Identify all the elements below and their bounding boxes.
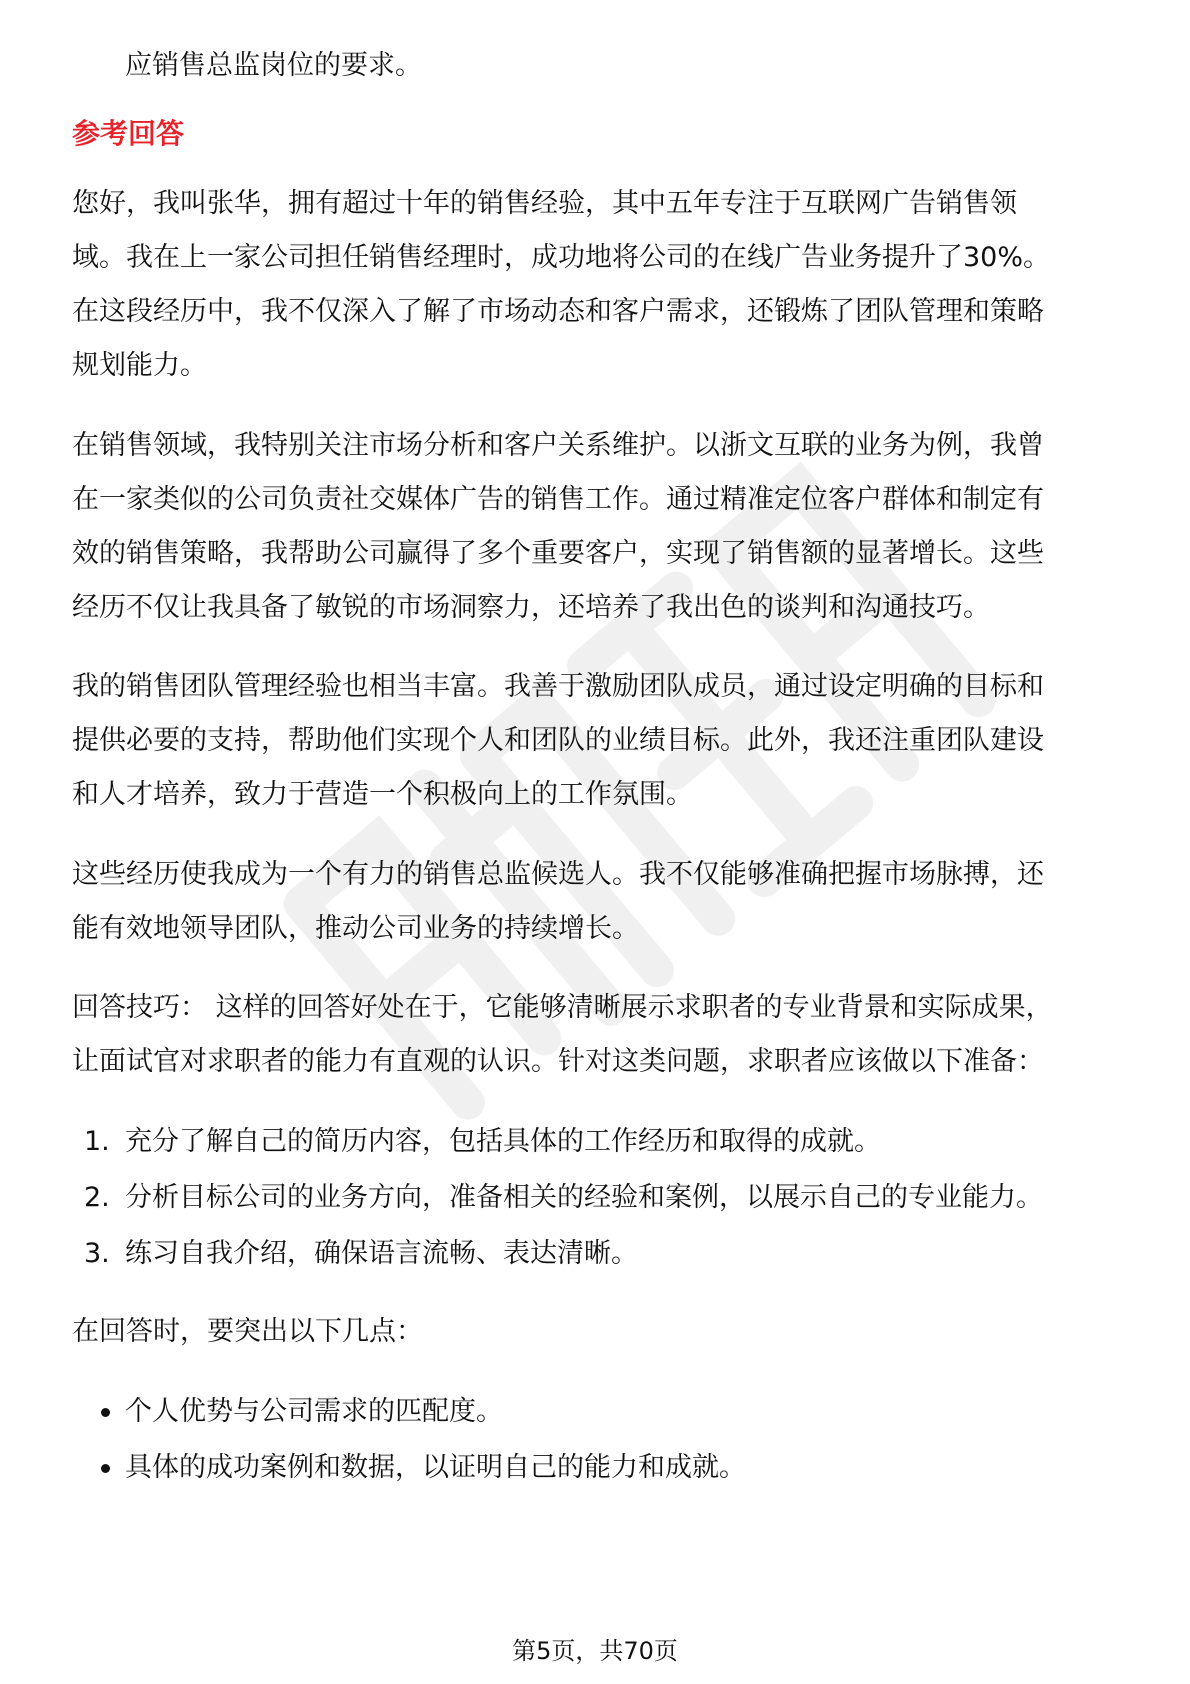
bullet-dot-icon: [101, 1408, 110, 1417]
list-item-text: 分析目标公司的业务方向，准备相关的经验和案例，以展示自己的专业能力。: [125, 1182, 1043, 1213]
highlight-intro-text: 在回答时，要突出以下几点：: [72, 1316, 423, 1347]
paragraph-line: 效的销售策略，我帮助公司赢得了多个重要客户，实现了销售额的显著增长。这些: [72, 538, 1044, 569]
paragraph-line: 在一家类似的公司负责社交媒体广告的销售工作。通过精准定位客户群体和制定有: [72, 484, 1044, 515]
paragraph-line: 这些经历使我成为一个有力的销售总监候选人。我不仅能够准确把握市场脉搏，还: [72, 859, 1044, 890]
bullet-dot-icon: [101, 1464, 110, 1473]
paragraph-line: 您好，我叫张华，拥有超过十年的销售经验，其中五年专注于互联网广告销售领: [72, 188, 1017, 219]
paragraph-line: 我的销售团队管理经验也相当丰富。我善于激励团队成员，通过设定明确的目标和: [72, 671, 1044, 702]
paragraph-line: 在销售领域，我特别关注市场分析和客户关系维护。以浙文互联的业务为例，我曾: [72, 430, 1044, 461]
list-item-text: 具体的成功案例和数据，以证明自己的能力和成就。: [125, 1452, 746, 1483]
paragraph-line: 规划能力。: [72, 350, 207, 381]
paragraph-line: 提供必要的支持，帮助他们实现个人和团队的业绩目标。此外，我还注重团队建设: [72, 725, 1044, 756]
page-number-footer: 第5页，共70页: [512, 1637, 678, 1665]
paragraph-line: 回答技巧： 这样的回答好处在于，它能够清晰展示求职者的专业背景和实际成果，: [72, 992, 1053, 1023]
list-number: 3.: [84, 1238, 110, 1269]
paragraph-line: 和人才培养，致力于营造一个积极向上的工作氛围。: [72, 779, 693, 810]
list-item-text: 充分了解自己的简历内容，包括具体的工作经历和取得的成就。: [125, 1126, 881, 1157]
paragraph-line: 让面试官对求职者的能力有直观的认识。针对这类问题，求职者应该做以下准备：: [72, 1046, 1044, 1077]
list-item-text: 练习自我介绍，确保语言流畅、表达清晰。: [125, 1238, 638, 1269]
paragraph-line: 经历不仅让我具备了敏锐的市场洞察力，还培养了我出色的谈判和沟通技巧。: [72, 592, 990, 623]
paragraph-line: 域。我在上一家公司担任销售经理时，成功地将公司的在线广告业务提升了30%。: [72, 242, 1051, 273]
paragraph-line: 能有效地领导团队，推动公司业务的持续增长。: [72, 913, 639, 944]
paragraph-line: 在这段经历中，我不仅深入了解了市场动态和客户需求，还锻炼了团队管理和策略: [72, 296, 1044, 327]
list-number: 2.: [84, 1182, 110, 1213]
list-item-text: 个人优势与公司需求的匹配度。: [125, 1396, 503, 1427]
intro-tail-text: 应销售总监岗位的要求。: [125, 50, 422, 81]
list-number: 1.: [84, 1126, 110, 1157]
section-heading: 参考回答: [72, 117, 185, 150]
